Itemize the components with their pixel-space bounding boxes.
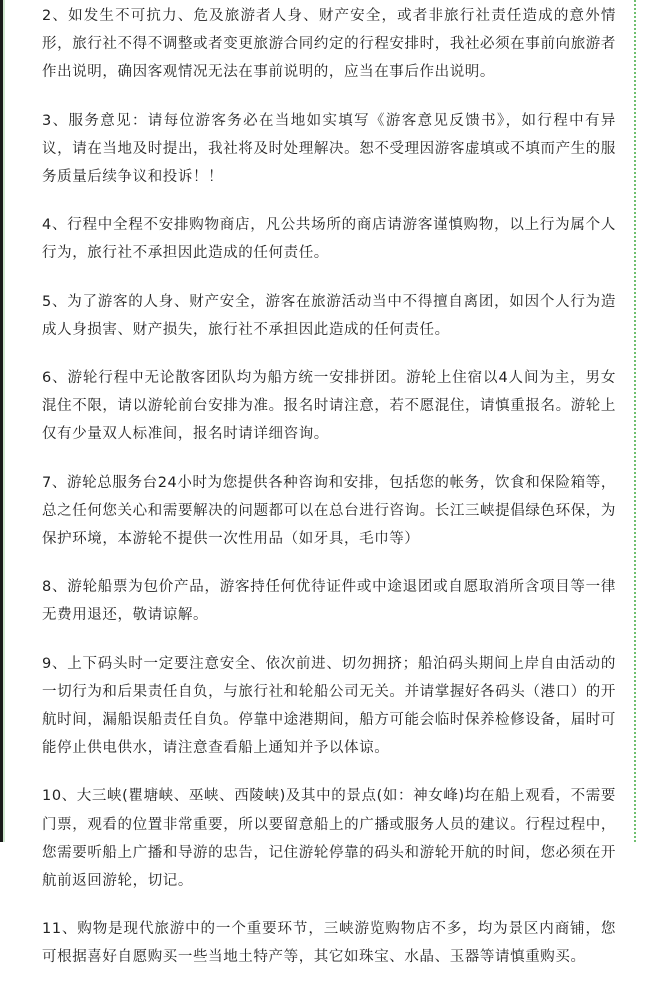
notice-item-10: 10、大三峡(瞿塘峡、巫峡、西陵峡)及其中的景点(如：神女峰)均在船上观看，不需要门票，观看的位置非常重要，所以要留意船上的广播或服务人员的建议。行程过程中，您需要听船上广播和导游的忠告，记住游轮停靠的码头和游轮开航的时间，您必须在开航前返回游轮，切记。 — [42, 788, 616, 890]
notice-item-6: 6、游轮行程中无论散客团队均为船方统一安排拼团。游轮上住宿以4人间为主，男女混住不限，请以游轮前台安排为准。报名时请注意，若不愿混住，请慎重报名。游轮上仅有少量双人标准间，报名时请详细咨询。 — [42, 370, 616, 443]
notice-item-4: 4、行程中全程不安排购物商店，凡公共场所的商店请游客谨慎购物，以上行为属个人行为，旅行社不承担因此造成的任何责任。 — [42, 217, 616, 262]
left-edge-highlight — [3, 0, 5, 842]
notice-item-3: 3、服务意见：请每位游客务必在当地如实填写《游客意见反馈书》，如行程中有异议，请在当地及时提出，我社将及时处理解决。恕不受理因游客虚填或不填而产生的服务质量后续争议和投诉！！ — [42, 112, 616, 186]
dotted-right-border — [634, 0, 636, 842]
notice-content — [42, 2, 616, 992]
notice-item-9: 9、上下码头时一定要注意安全、依次前进、切勿拥挤；船泊码头期间上岸自由活动的一切行为和后果责任自负，与旅行社和轮船公司无关。并请掌握好各码头（港口）的开航时间，漏船误船责任自负。停靠中途港期间，船方可能会临时保养检修设备，届时可能停止供电供水，请注意查看船上通知并予以体谅。 — [42, 655, 616, 757]
notice-item-5: 5、为了游客的人身、财产安全，游客在旅游活动当中不得擅自离团，如因个人行为造成人身损害、财产损失，旅行社不承担因此造成的任何责任。 — [42, 293, 616, 338]
notice-item-11: 11、购物是现代旅游中的一个重要环节，三峡游览购物店不多，均为景区内商铺，您可根据喜好自愿购买一些当地土特产等，其它如珠宝、水晶、玉器等请慎重购买。 — [42, 921, 616, 966]
notice-item-8: 8、游轮船票为包价产品，游客持任何优待证件或中途退团或自愿取消所含项目等一律无费用退还，敬请谅解。 — [42, 579, 616, 624]
notice-item-7: 7、游轮总服务台24小时为您提供各种咨询和安排，包括您的帐务，饮食和保险箱等，总之任何您关心和需要解决的问题都可以在总台进行咨询。长江三峡提倡绿色环保，为保护环境，本游轮不提供一次性用品（如牙具，毛巾等） — [42, 474, 616, 548]
notice-item-2: 2、如发生不可抗力、危及旅游者人身、财产安全，或者非旅行社责任造成的意外情形，旅行社不得不调整或者变更旅游合同约定的行程安排时，我社必须在事前向旅游者作出说明，确因客观情况无法在事前说明的，应当在事后作出说明。 — [42, 8, 616, 81]
